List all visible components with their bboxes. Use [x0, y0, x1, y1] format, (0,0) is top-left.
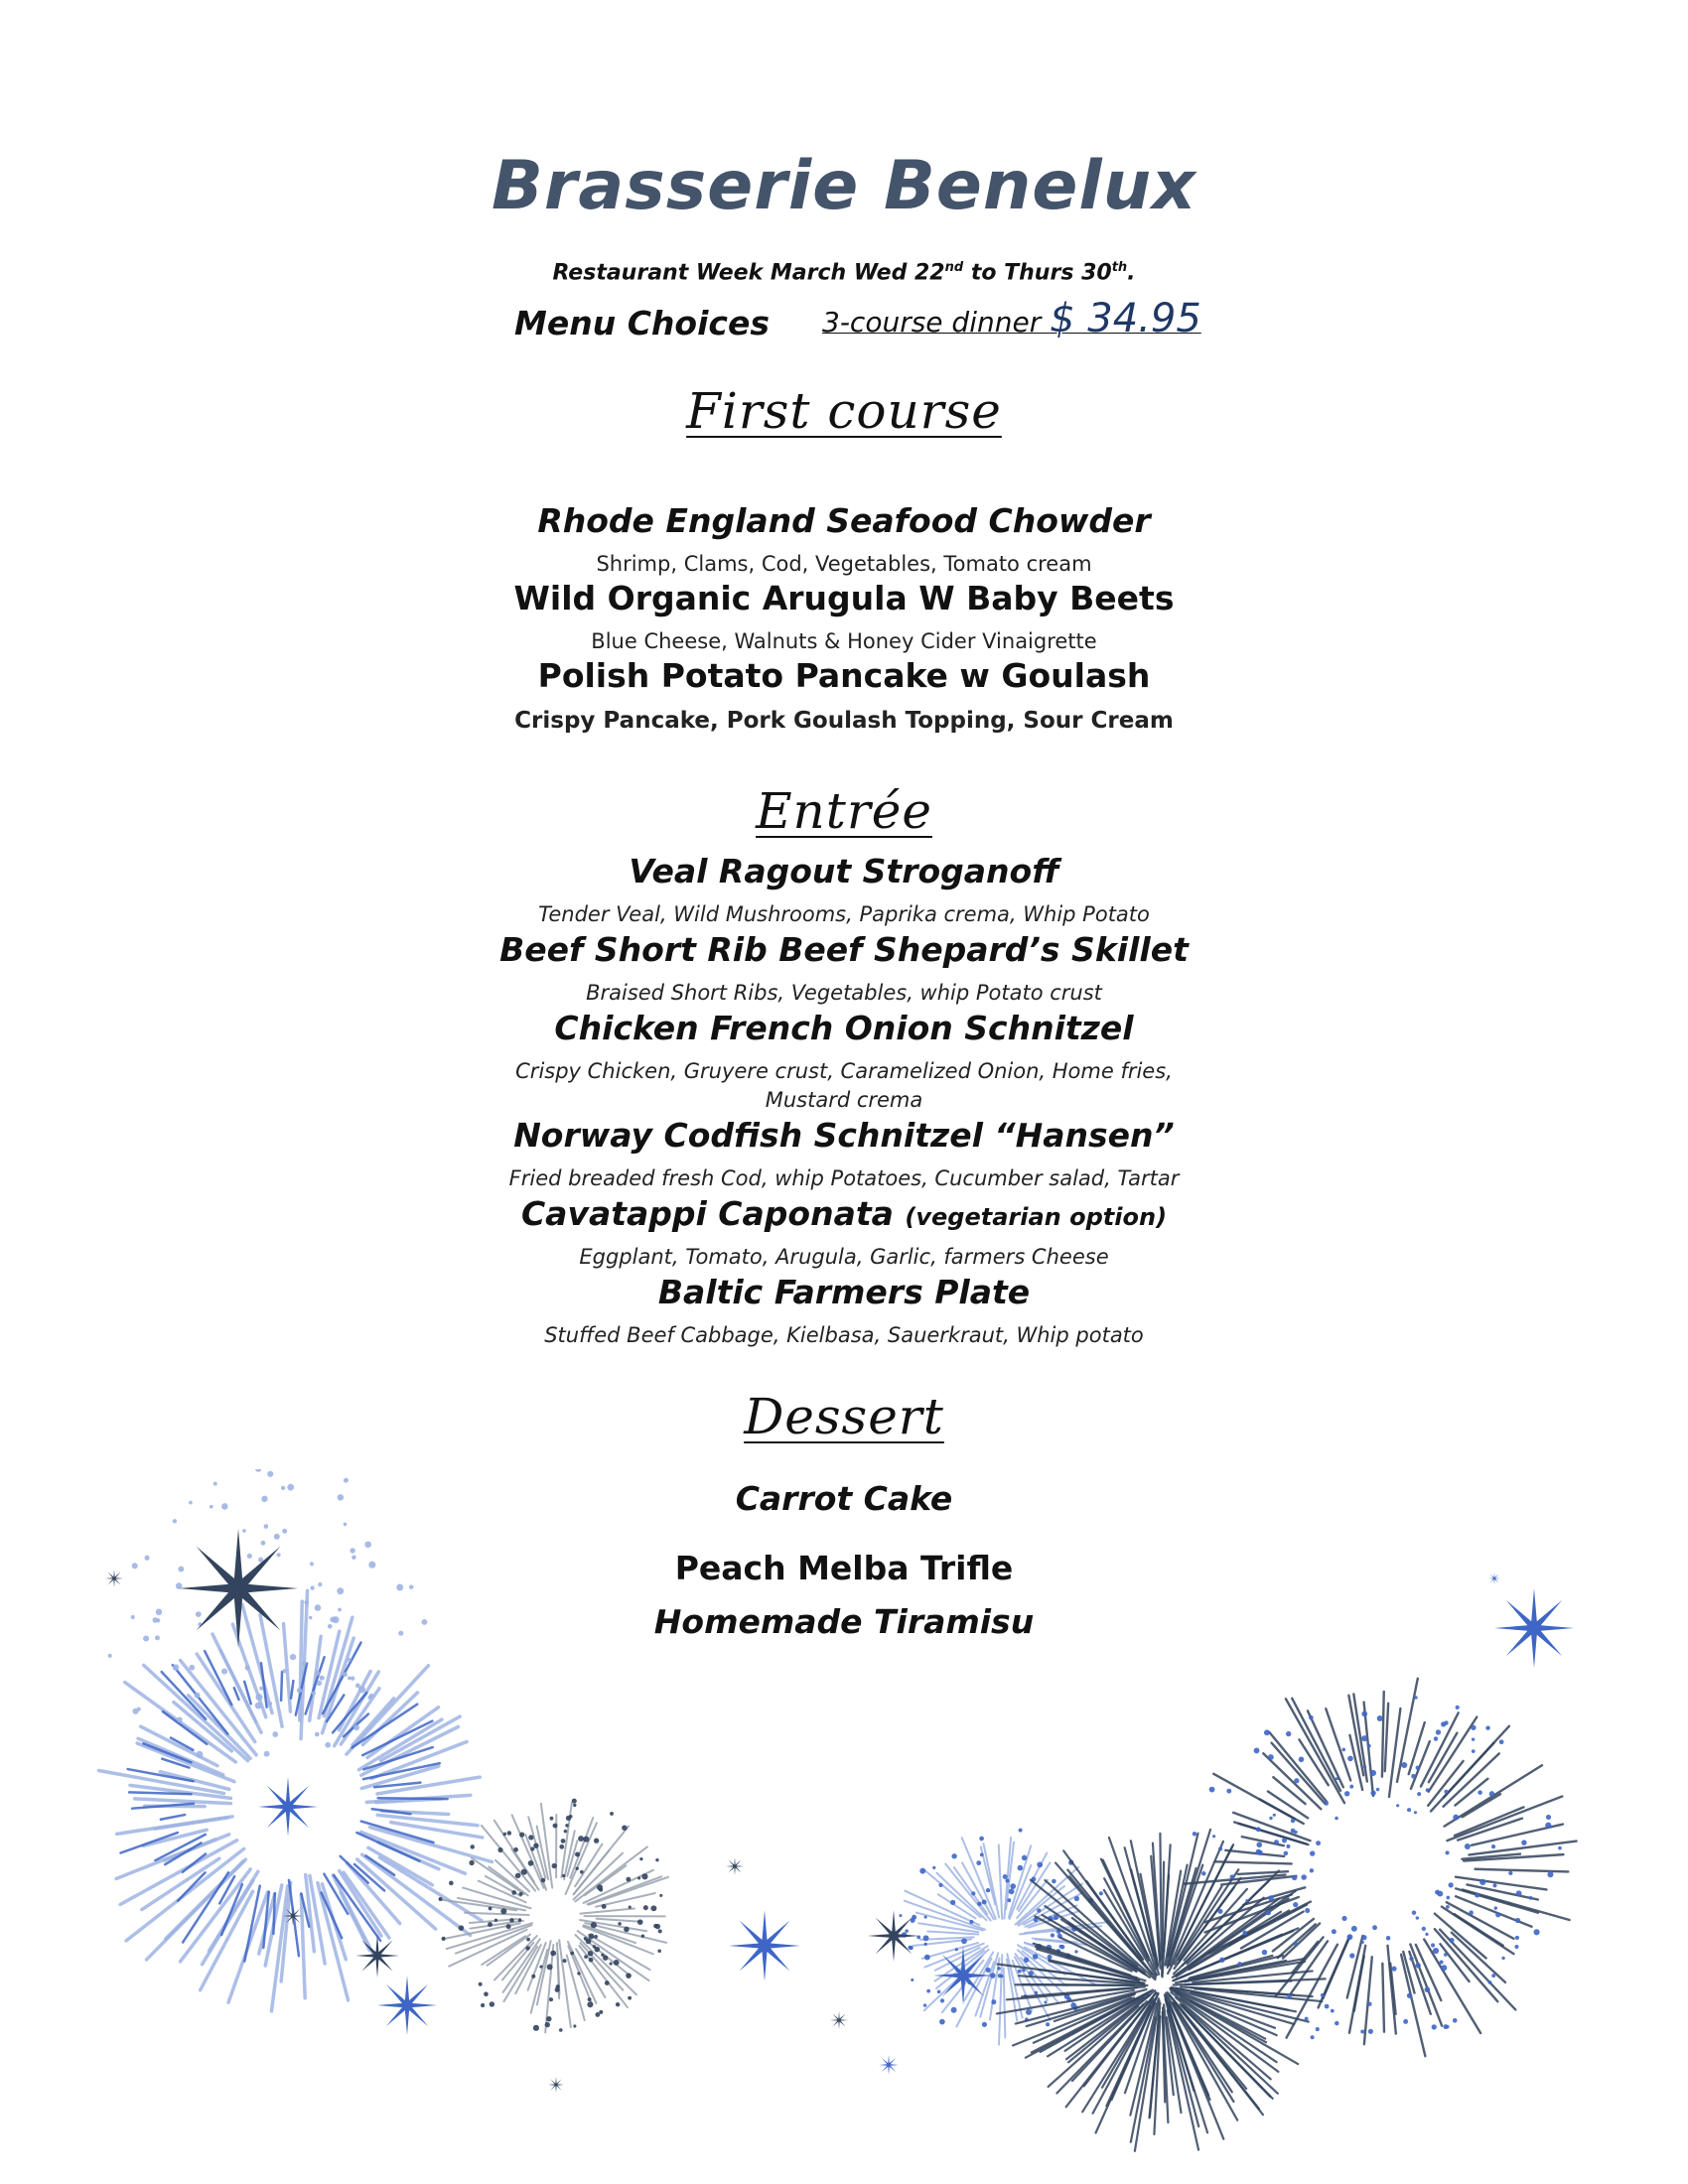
price-label [822, 296, 1201, 341]
first-course-item-3-name: Polish Potato Pancake w Goulash [537, 656, 1151, 695]
dessert-item-1: Carrot Cake [735, 1479, 953, 1518]
first-course-heading: First course [686, 382, 1002, 440]
entree-item-5-name [0, 1194, 1688, 1233]
first-course-item-3-desc: Crispy Pancake, Pork Goulash Topping, Sour Cream [514, 708, 1174, 734]
entree-item-5-title: Cavatappi Caponata [520, 1194, 894, 1233]
subtitle-end: . [1127, 260, 1136, 286]
first-course-item-1-desc: Shrimp, Clams, Cod, Vegetables, Tomato cream [596, 552, 1092, 576]
entree-item-3-desc-line2: Mustard crema [765, 1088, 923, 1112]
entree-heading: Entrée [756, 782, 932, 840]
restaurant-week-dates [0, 260, 1688, 285]
entree-item-4-name: Norway Codfish Schnitzel “Hansen” [513, 1116, 1175, 1155]
restaurant-title: Brasserie Benelux [491, 147, 1196, 225]
vegetarian-note: (vegetarian option) [905, 1203, 1168, 1231]
menu-choices-row [514, 296, 1201, 345]
price-text: 3-course dinner [822, 306, 1051, 339]
price-amount: $ 34.95 [1050, 296, 1201, 341]
first-course-item-2-desc: Blue Cheese, Walnuts & Honey Cider Vinaigrette [591, 629, 1097, 653]
menu-choices-label: Menu Choices [514, 304, 770, 342]
subtitle-sup-nd: nd [944, 260, 964, 275]
entree-item-4-desc: Fried breaded fresh Cod, whip Potatoes, Cucumber salad, Tartar [508, 1166, 1180, 1190]
dessert-item-2: Peach Melba Trifle [674, 1549, 1014, 1587]
subtitle-main: Restaurant Week March Wed 22 [552, 260, 945, 286]
entree-item-6-desc: Stuffed Beef Cabbage, Kielbasa, Sauerkraut, Whip potato [544, 1323, 1144, 1347]
entree-item-2-name: Beef Short Rib Beef Shepard’s Skillet [499, 930, 1189, 969]
subtitle-sup-th: th [1111, 260, 1128, 275]
entree-item-1-name: Veal Ragout Stroganoff [629, 852, 1059, 890]
dessert-heading: Dessert [744, 1388, 944, 1445]
entree-item-5-desc: Eggplant, Tomato, Arugula, Garlic, farmers Cheese [579, 1245, 1109, 1269]
entree-item-6-name: Baltic Farmers Plate [657, 1273, 1031, 1311]
subtitle-mid: to Thurs 30 [963, 260, 1112, 286]
first-course-item-1-name: Rhode England Seafood Chowder [537, 501, 1151, 540]
entree-item-2-desc: Braised Short Ribs, Vegetables, whip Potato crust [586, 981, 1102, 1005]
entree-item-1-desc: Tender Veal, Wild Mushrooms, Paprika crema, Whip Potato [538, 902, 1150, 926]
dessert-item-3: Homemade Tiramisu [653, 1602, 1035, 1641]
entree-item-3-desc: Crispy Chicken, Gruyere crust, Caramelized Onion, Home fries, [515, 1059, 1173, 1083]
first-course-item-2-name: Wild Organic Arugula W Baby Beets [513, 579, 1175, 617]
entree-item-3-name: Chicken French Onion Schnitzel [554, 1009, 1134, 1047]
fireworks-icon [0, 1469, 1688, 2184]
